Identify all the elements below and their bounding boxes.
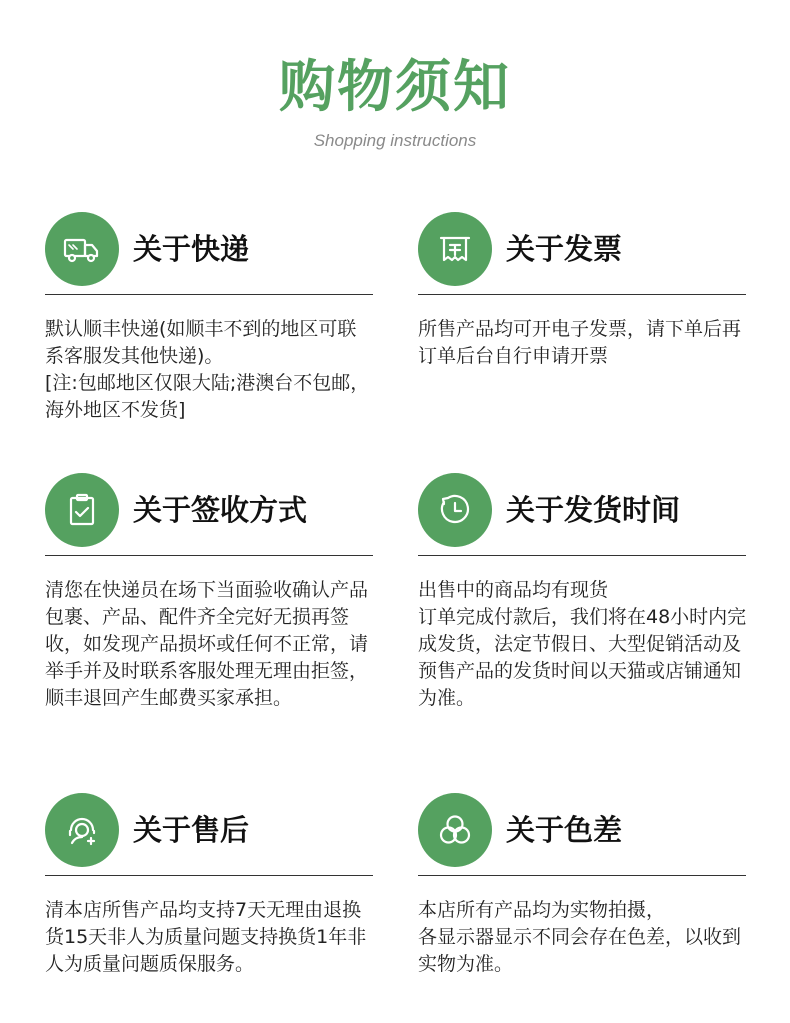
section-text: 默认顺丰快递(如顺丰不到的地区可联系客服发其他快递)。 <box>45 318 357 367</box>
section-body <box>418 577 748 712</box>
clock-icon <box>418 473 492 547</box>
section-body <box>45 577 375 712</box>
section-text: 出售中的商品均有现货 <box>418 579 609 601</box>
section-text: 所售产品均可开电子发票，请下单后再订单后台自行申请开票 <box>418 318 742 367</box>
section-body <box>45 316 375 424</box>
section-body <box>418 316 748 370</box>
color-circles-icon <box>418 793 492 867</box>
page-subtitle: Shopping instructions <box>313 131 477 150</box>
section-title: 关于签收方式 <box>133 493 308 527</box>
section-divider <box>418 294 746 295</box>
section-text: 清您在快递员在场下当面验收确认产品包裹、产品、配件齐全完好无损再签收，如发现产品损坏或任何不正常，请举手并及时联系客服处理无理由拒签，顺丰退回产生邮费买家承担。 <box>45 579 369 709</box>
section-divider <box>418 555 746 556</box>
section-text: 各显示器显示不同会存在色差，以收到实物为准。 <box>418 926 742 975</box>
section-text: [注:包邮地区仅限大陆;港澳台不包邮，海外地区不发货] <box>45 372 370 421</box>
section-title: 关于售后 <box>133 813 250 847</box>
clipboard-check-icon <box>45 473 119 547</box>
section-text: 清本店所售产品均支持7天无理由退换货15天非人为质量问题支持换货1年非人为质量问题质保服务。 <box>45 899 367 975</box>
section-title: 关于发货时间 <box>506 493 681 527</box>
section-body <box>418 897 748 978</box>
section-body <box>45 897 375 978</box>
section-title: 关于发票 <box>506 232 623 266</box>
section-title: 关于色差 <box>506 813 623 847</box>
section-title: 关于快递 <box>133 232 250 266</box>
customer-service-icon <box>45 793 119 867</box>
section-divider <box>45 294 373 295</box>
delivery-truck-icon <box>45 212 119 286</box>
invoice-icon <box>418 212 492 286</box>
section-text: 订单完成付款后，我们将在48小时内完成发货，法定节假日、大型促销活动及预售产品的发货时间以天猫或店铺通知为准。 <box>418 606 747 709</box>
section-text: 本店所有产品均为实物拍摄， <box>418 899 666 921</box>
section-divider <box>418 875 746 876</box>
section-divider <box>45 555 373 556</box>
section-divider <box>45 875 373 876</box>
page-title: 购物须知 <box>279 55 511 120</box>
